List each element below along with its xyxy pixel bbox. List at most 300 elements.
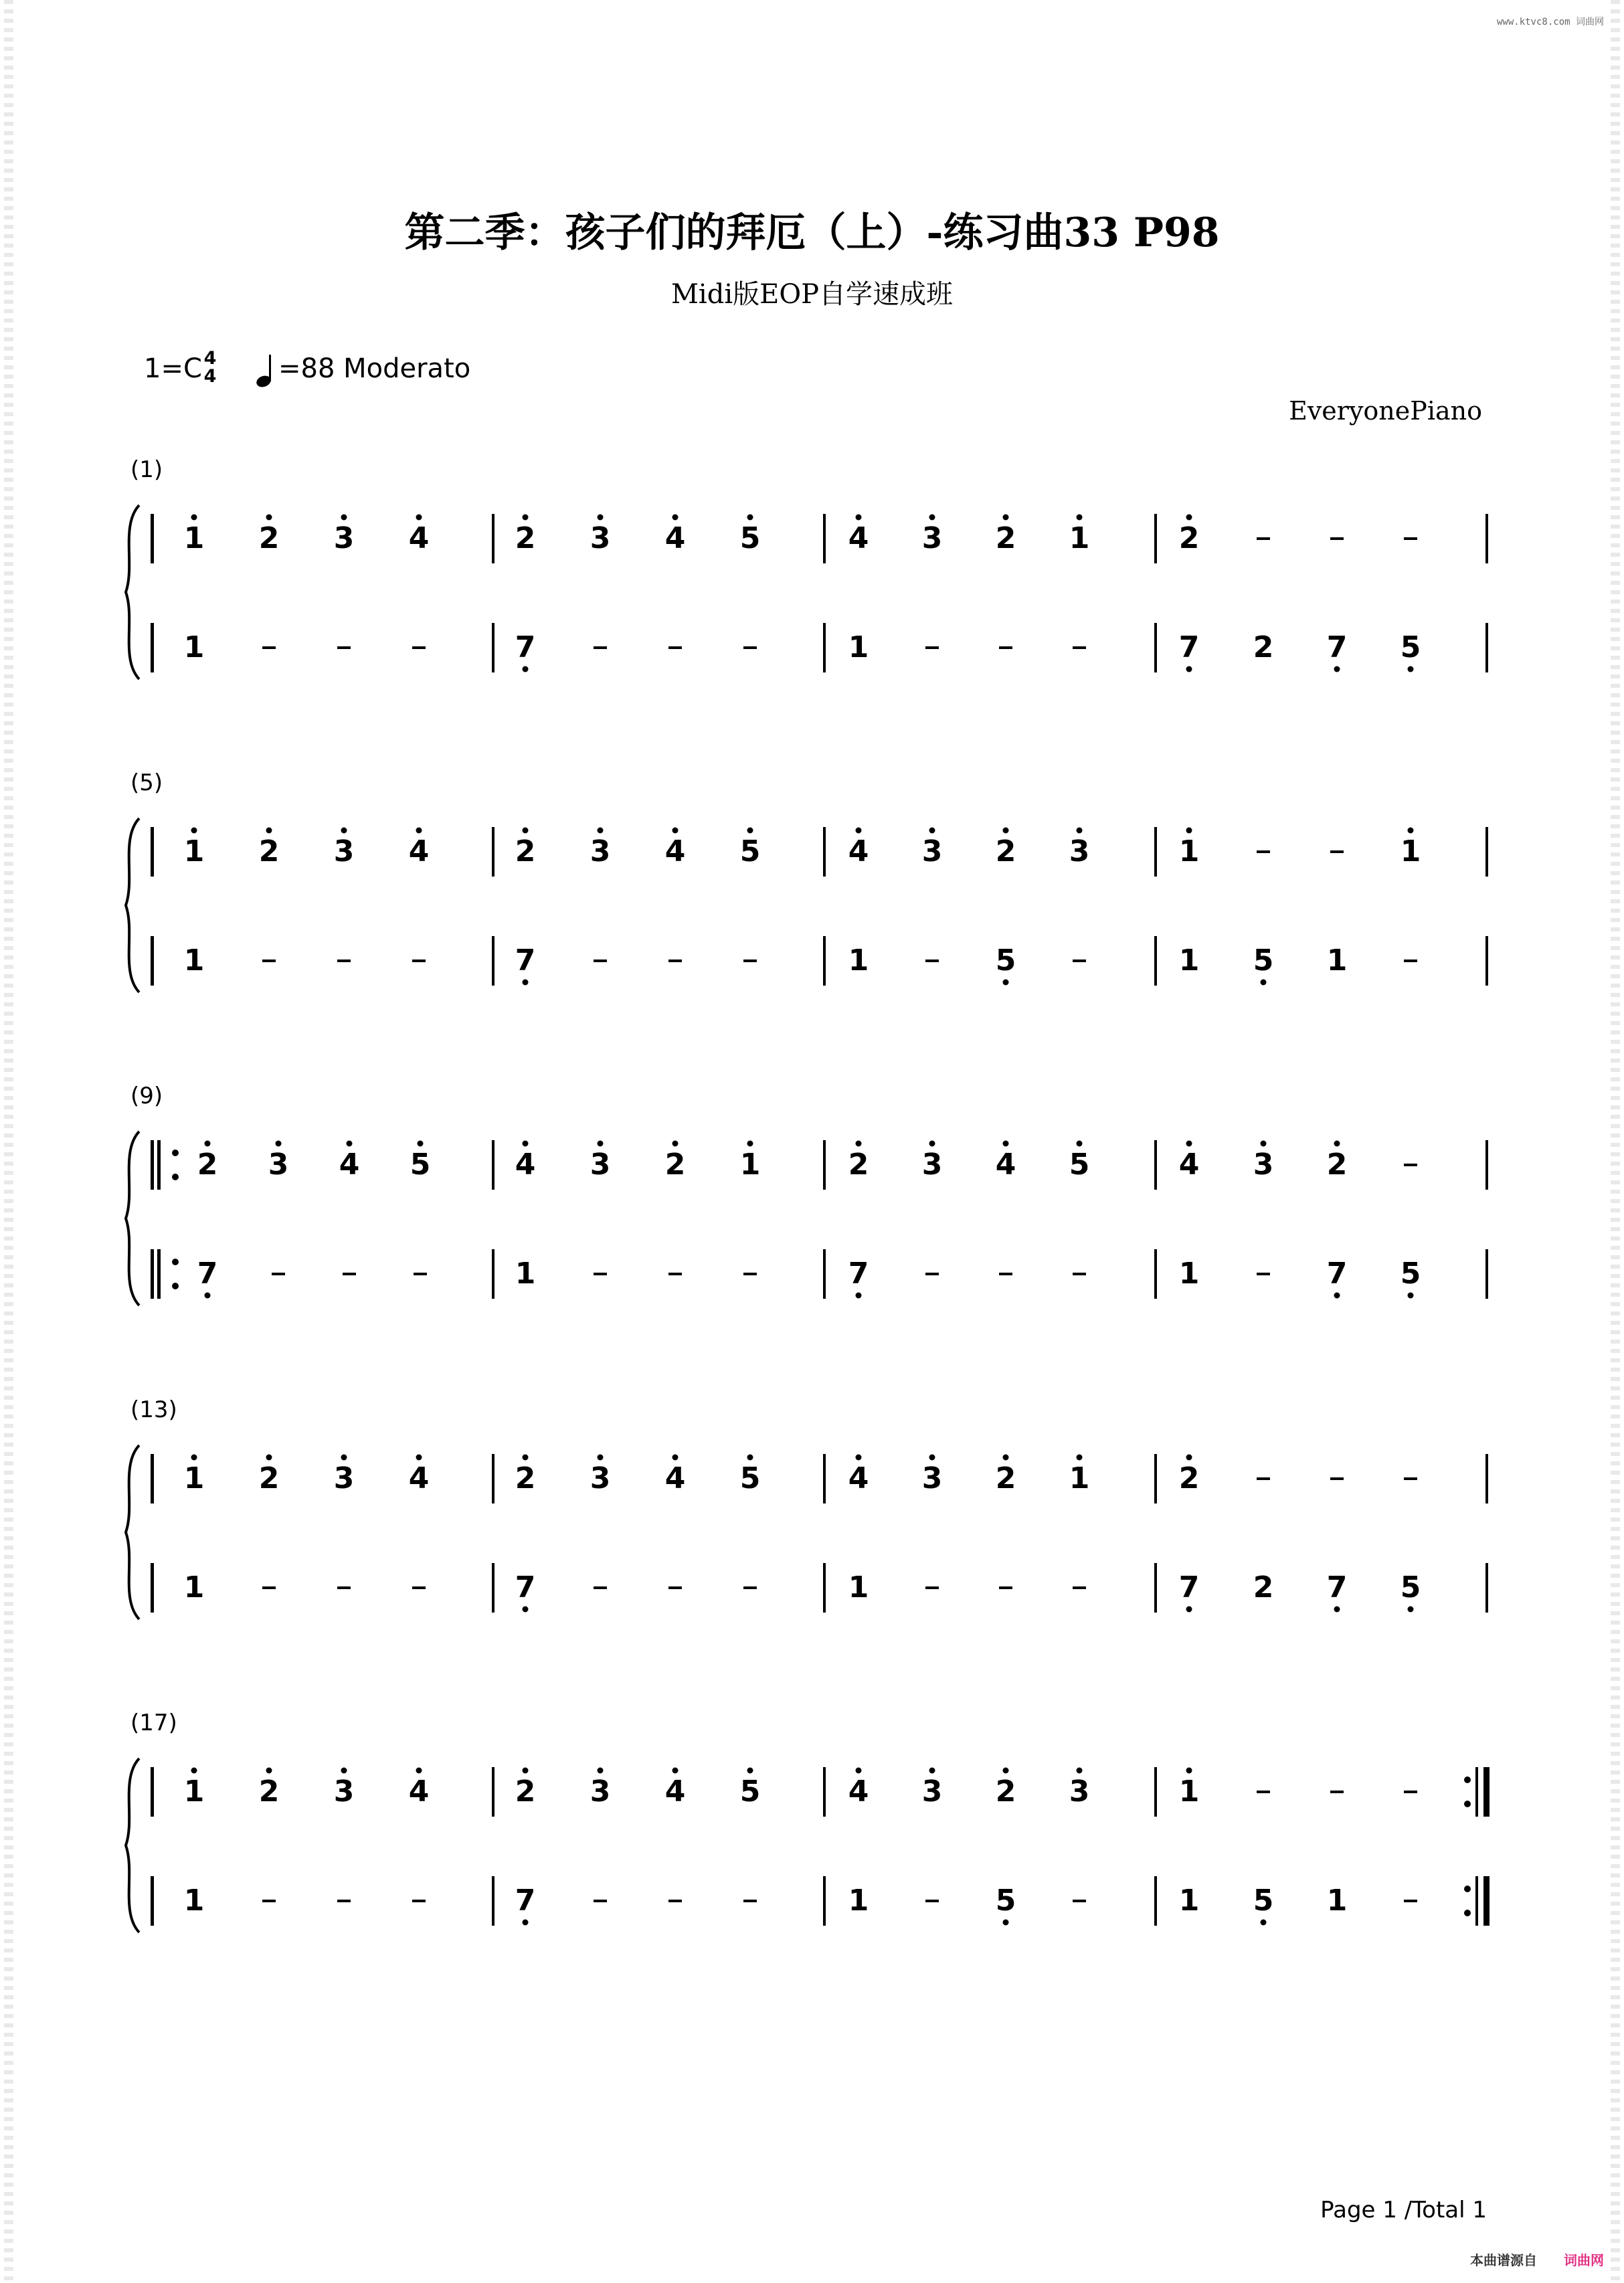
note-digit: 4 bbox=[408, 1774, 430, 1809]
note-digit: 1 bbox=[848, 1884, 869, 1918]
note-digit: 1 bbox=[183, 521, 205, 555]
bar-line bbox=[1154, 1249, 1157, 1299]
low-octave-dot bbox=[1408, 1607, 1414, 1613]
repeat-dot bbox=[1464, 1801, 1471, 1807]
repeat-start-thin-bar bbox=[157, 1140, 161, 1190]
brace bbox=[126, 818, 139, 992]
low-octave-dot bbox=[523, 666, 529, 672]
note-digit: 5 bbox=[410, 1148, 431, 1182]
dash-hold bbox=[337, 1900, 351, 1902]
note-digit: 1 bbox=[1326, 1884, 1348, 1918]
note-digit: 4 bbox=[408, 1461, 430, 1495]
note-digit: 5 bbox=[1253, 943, 1274, 978]
note-digit: 2 bbox=[995, 1774, 1016, 1809]
dash-hold bbox=[999, 1586, 1012, 1589]
low-octave-dot bbox=[1186, 666, 1192, 672]
bar-line bbox=[1485, 1249, 1488, 1299]
high-octave-dot bbox=[747, 1141, 753, 1147]
high-octave-dot bbox=[598, 515, 604, 521]
bar-line bbox=[151, 936, 154, 986]
repeat-end-thick-bar bbox=[1483, 1876, 1490, 1926]
dash-hold bbox=[743, 960, 757, 962]
bar-line bbox=[823, 514, 826, 563]
high-octave-dot bbox=[929, 515, 935, 521]
high-octave-dot bbox=[929, 1768, 935, 1774]
high-octave-dot bbox=[347, 1141, 353, 1147]
note-digit: 3 bbox=[921, 1774, 943, 1809]
high-octave-dot bbox=[856, 1141, 862, 1147]
bar-line bbox=[492, 1876, 494, 1926]
note-digit: 4 bbox=[664, 521, 686, 555]
note-digit: 5 bbox=[1253, 1884, 1274, 1918]
note-digit: 7 bbox=[1326, 630, 1348, 664]
note-digit: 4 bbox=[848, 834, 869, 869]
note-digit: 3 bbox=[590, 1461, 611, 1495]
high-octave-dot bbox=[276, 1141, 282, 1147]
note-digit: 3 bbox=[921, 834, 943, 869]
note-digit: 2 bbox=[848, 1148, 869, 1182]
bar-line bbox=[1485, 1563, 1488, 1613]
low-octave-dot bbox=[1334, 1607, 1340, 1613]
high-octave-dot bbox=[1003, 828, 1009, 834]
repeat-dot bbox=[172, 1283, 179, 1289]
high-octave-dot bbox=[266, 828, 272, 834]
dash-hold bbox=[1257, 1273, 1270, 1275]
low-octave-dot bbox=[856, 1293, 862, 1299]
low-octave-dot bbox=[1261, 980, 1267, 986]
note-digit: 1 bbox=[183, 1774, 205, 1809]
note-digit: 2 bbox=[1253, 630, 1274, 664]
note-digit: 5 bbox=[739, 1774, 761, 1809]
dash-hold bbox=[1257, 850, 1270, 853]
bar-line bbox=[823, 1140, 826, 1190]
note-digit: 7 bbox=[1178, 630, 1200, 664]
note-digit: 1 bbox=[1178, 1884, 1200, 1918]
dash-hold bbox=[1404, 1164, 1417, 1166]
arranger: EveryonePiano bbox=[1289, 396, 1482, 426]
bar-line bbox=[151, 1767, 154, 1817]
high-octave-dot bbox=[1186, 1141, 1192, 1147]
high-octave-dot bbox=[747, 515, 753, 521]
note-digit: 3 bbox=[333, 521, 355, 555]
bar-line bbox=[151, 514, 154, 563]
high-octave-dot bbox=[523, 1455, 529, 1461]
high-octave-dot bbox=[747, 1768, 753, 1774]
high-octave-dot bbox=[416, 1768, 422, 1774]
measure-number: (9) bbox=[130, 1083, 163, 1109]
repeat-start-thin-bar bbox=[157, 1249, 161, 1299]
dash-hold bbox=[925, 1586, 939, 1589]
note-digit: 4 bbox=[848, 1461, 869, 1495]
measure-number: (1) bbox=[130, 456, 163, 483]
note-digit: 3 bbox=[921, 521, 943, 555]
note-digit: 3 bbox=[921, 1148, 943, 1182]
repeat-dot bbox=[172, 1150, 179, 1156]
note-digit: 4 bbox=[408, 521, 430, 555]
dash-hold bbox=[262, 646, 276, 649]
repeat-dot bbox=[172, 1259, 179, 1265]
dash-hold bbox=[1073, 1273, 1086, 1275]
note-digit: 3 bbox=[1253, 1148, 1274, 1182]
note-digit: 7 bbox=[1178, 1570, 1200, 1605]
high-octave-dot bbox=[523, 828, 529, 834]
bar-line bbox=[1154, 1140, 1157, 1190]
note-digit: 1 bbox=[1178, 834, 1200, 869]
high-octave-dot bbox=[672, 828, 679, 834]
high-octave-dot bbox=[266, 1768, 272, 1774]
high-octave-dot bbox=[191, 515, 197, 521]
dash-hold bbox=[337, 1586, 351, 1589]
low-octave-dot bbox=[1003, 980, 1009, 986]
note-digit: 1 bbox=[515, 1257, 536, 1291]
note-digit: 2 bbox=[1326, 1148, 1348, 1182]
note-digit: 1 bbox=[183, 1570, 205, 1605]
note-digit: 5 bbox=[739, 521, 761, 555]
time-signature-bottom: 4 bbox=[203, 366, 217, 387]
dash-hold bbox=[743, 1273, 757, 1275]
repeat-end-thin-bar bbox=[1475, 1876, 1478, 1926]
bar-line bbox=[492, 1454, 494, 1503]
high-octave-dot bbox=[1186, 828, 1192, 834]
dash-hold bbox=[999, 646, 1012, 649]
brand-logo-text: 词曲网 bbox=[1564, 2252, 1604, 2268]
bar-line bbox=[151, 1454, 154, 1503]
brace bbox=[126, 1445, 139, 1619]
bar-line bbox=[1154, 514, 1157, 563]
high-octave-dot bbox=[1077, 1768, 1083, 1774]
dash-hold bbox=[925, 646, 939, 649]
dash-hold bbox=[1073, 1586, 1086, 1589]
bar-line bbox=[823, 1563, 826, 1613]
note-digit: 2 bbox=[995, 1461, 1016, 1495]
note-digit: 1 bbox=[1178, 1257, 1200, 1291]
note-digit: 1 bbox=[1400, 834, 1421, 869]
repeat-dot bbox=[1464, 1776, 1471, 1783]
bar-line bbox=[1154, 1876, 1157, 1926]
bar-line bbox=[823, 623, 826, 672]
note-digit: 2 bbox=[197, 1148, 218, 1182]
dash-hold bbox=[412, 646, 426, 649]
dash-hold bbox=[272, 1273, 285, 1275]
tempo-marking: =88 Moderato bbox=[278, 353, 471, 384]
high-octave-dot bbox=[856, 515, 862, 521]
dash-hold bbox=[999, 1273, 1012, 1275]
low-octave-dot bbox=[523, 980, 529, 986]
dash-hold bbox=[262, 1900, 276, 1902]
note-digit: 1 bbox=[183, 834, 205, 869]
bar-line bbox=[492, 1563, 494, 1613]
bar-line bbox=[492, 936, 494, 986]
dash-hold bbox=[1257, 1477, 1270, 1480]
low-octave-dot bbox=[1003, 1920, 1009, 1926]
note-digit: 2 bbox=[1178, 1461, 1200, 1495]
note-digit: 3 bbox=[333, 1461, 355, 1495]
high-octave-dot bbox=[1003, 1141, 1009, 1147]
dash-hold bbox=[412, 960, 426, 962]
high-octave-dot bbox=[1261, 1141, 1267, 1147]
low-octave-dot bbox=[523, 1607, 529, 1613]
note-digit: 7 bbox=[515, 630, 536, 664]
dash-hold bbox=[925, 1900, 939, 1902]
dash-hold bbox=[414, 1273, 427, 1275]
high-octave-dot bbox=[672, 1141, 679, 1147]
note-digit: 5 bbox=[1069, 1148, 1090, 1182]
note-digit: 1 bbox=[1178, 1774, 1200, 1809]
high-octave-dot bbox=[1077, 1455, 1083, 1461]
note-digit: 3 bbox=[333, 834, 355, 869]
bar-line bbox=[1154, 1767, 1157, 1817]
high-octave-dot bbox=[1186, 515, 1192, 521]
note-digit: 7 bbox=[515, 1884, 536, 1918]
note-digit: 1 bbox=[848, 630, 869, 664]
bar-line bbox=[492, 1140, 494, 1190]
low-octave-dot bbox=[1334, 1293, 1340, 1299]
note-digit: 2 bbox=[995, 521, 1016, 555]
high-octave-dot bbox=[929, 1455, 935, 1461]
high-octave-dot bbox=[929, 1141, 935, 1147]
dash-hold bbox=[262, 1586, 276, 1589]
dash-hold bbox=[1330, 1477, 1344, 1480]
high-octave-dot bbox=[341, 1455, 347, 1461]
high-octave-dot bbox=[598, 1141, 604, 1147]
bar-line bbox=[1154, 623, 1157, 672]
dash-hold bbox=[594, 1586, 607, 1589]
dash-hold bbox=[668, 646, 682, 649]
dash-hold bbox=[1404, 1900, 1417, 1902]
page-title: 第二季：孩子们的拜厄（上）-练习曲33 P98 bbox=[404, 209, 1220, 256]
note-digit: 3 bbox=[590, 1774, 611, 1809]
high-octave-dot bbox=[523, 1141, 529, 1147]
dash-hold bbox=[1257, 537, 1270, 540]
high-octave-dot bbox=[1334, 1141, 1340, 1147]
high-octave-dot bbox=[929, 828, 935, 834]
note-digit: 3 bbox=[1069, 1774, 1090, 1809]
dash-hold bbox=[1404, 1791, 1417, 1793]
high-octave-dot bbox=[191, 1455, 197, 1461]
dash-hold bbox=[337, 960, 351, 962]
note-digit: 2 bbox=[258, 1774, 280, 1809]
dash-hold bbox=[668, 1586, 682, 1589]
high-octave-dot bbox=[341, 1768, 347, 1774]
dash-hold bbox=[1404, 537, 1417, 540]
bar-line bbox=[492, 827, 494, 877]
note-digit: 7 bbox=[1326, 1570, 1348, 1605]
note-digit: 5 bbox=[739, 1461, 761, 1495]
high-octave-dot bbox=[747, 1455, 753, 1461]
bar-line bbox=[1154, 827, 1157, 877]
high-octave-dot bbox=[266, 515, 272, 521]
high-octave-dot bbox=[598, 1768, 604, 1774]
note-digit: 5 bbox=[1400, 1257, 1421, 1291]
page-number: Page 1 /Total 1 bbox=[1320, 2197, 1487, 2223]
bar-line bbox=[492, 1249, 494, 1299]
note-digit: 7 bbox=[1326, 1257, 1348, 1291]
bar-line bbox=[151, 1249, 154, 1299]
site-url: www.ktvc8.com 词曲网 bbox=[1496, 17, 1604, 27]
bar-line bbox=[1485, 623, 1488, 672]
high-octave-dot bbox=[672, 515, 679, 521]
dash-hold bbox=[1404, 960, 1417, 962]
high-octave-dot bbox=[856, 1455, 862, 1461]
note-digit: 4 bbox=[848, 1774, 869, 1809]
dash-hold bbox=[925, 960, 939, 962]
note-digit: 1 bbox=[183, 1884, 205, 1918]
note-digit: 5 bbox=[1400, 630, 1421, 664]
time-signature-top: 4 bbox=[203, 348, 217, 369]
bar-line bbox=[823, 1876, 826, 1926]
note-digit: 4 bbox=[1178, 1148, 1200, 1182]
dash-hold bbox=[925, 1273, 939, 1275]
bar-line bbox=[1485, 1454, 1488, 1503]
measure-number: (13) bbox=[130, 1396, 177, 1423]
bar-line bbox=[1485, 936, 1488, 986]
note-digit: 7 bbox=[515, 943, 536, 978]
dash-hold bbox=[1257, 1791, 1270, 1793]
high-octave-dot bbox=[418, 1141, 424, 1147]
dash-hold bbox=[743, 1900, 757, 1902]
low-octave-dot bbox=[1408, 666, 1414, 672]
note-digit: 7 bbox=[515, 1570, 536, 1605]
note-digit: 4 bbox=[664, 1774, 686, 1809]
bar-line bbox=[823, 936, 826, 986]
note-digit: 4 bbox=[848, 521, 869, 555]
note-digit: 5 bbox=[995, 943, 1016, 978]
brace bbox=[126, 1758, 139, 1932]
bar-line bbox=[492, 623, 494, 672]
note-digit: 4 bbox=[515, 1148, 536, 1182]
high-octave-dot bbox=[598, 1455, 604, 1461]
dash-hold bbox=[594, 1900, 607, 1902]
repeat-end-thin-bar bbox=[1475, 1767, 1478, 1817]
note-digit: 2 bbox=[995, 834, 1016, 869]
note-digit: 4 bbox=[339, 1148, 360, 1182]
note-digit: 1 bbox=[1178, 943, 1200, 978]
high-octave-dot bbox=[341, 828, 347, 834]
dash-hold bbox=[743, 1586, 757, 1589]
note-digit: 2 bbox=[258, 834, 280, 869]
low-octave-dot bbox=[1186, 1607, 1192, 1613]
high-octave-dot bbox=[1003, 1768, 1009, 1774]
note-digit: 5 bbox=[739, 834, 761, 869]
note-digit: 3 bbox=[333, 1774, 355, 1809]
bar-line bbox=[151, 1876, 154, 1926]
bar-line bbox=[151, 1563, 154, 1613]
source-label: 本曲谱源自 bbox=[1470, 2252, 1537, 2268]
high-octave-dot bbox=[1408, 828, 1414, 834]
high-octave-dot bbox=[1077, 828, 1083, 834]
note-digit: 3 bbox=[590, 521, 611, 555]
bar-line bbox=[823, 1767, 826, 1817]
page-subtitle: Midi版EOP自学速成班 bbox=[670, 279, 954, 310]
note-digit: 1 bbox=[739, 1148, 761, 1182]
note-digit: 1 bbox=[848, 943, 869, 978]
repeat-end-thick-bar bbox=[1483, 1767, 1490, 1817]
note-digit: 7 bbox=[197, 1257, 218, 1291]
dash-hold bbox=[668, 960, 682, 962]
bar-line bbox=[1154, 1563, 1157, 1613]
high-octave-dot bbox=[856, 828, 862, 834]
dash-hold bbox=[262, 960, 276, 962]
high-octave-dot bbox=[672, 1768, 679, 1774]
dash-hold bbox=[743, 646, 757, 649]
dash-hold bbox=[337, 646, 351, 649]
dash-hold bbox=[1073, 1900, 1086, 1902]
high-octave-dot bbox=[416, 1455, 422, 1461]
note-digit: 2 bbox=[258, 521, 280, 555]
note-digit: 1 bbox=[183, 943, 205, 978]
bar-line bbox=[151, 623, 154, 672]
dash-hold bbox=[594, 646, 607, 649]
high-octave-dot bbox=[416, 515, 422, 521]
high-octave-dot bbox=[747, 828, 753, 834]
high-octave-dot bbox=[1003, 515, 1009, 521]
note-digit: 2 bbox=[258, 1461, 280, 1495]
dash-hold bbox=[412, 1900, 426, 1902]
note-digit: 7 bbox=[848, 1257, 869, 1291]
note-digit: 3 bbox=[1069, 834, 1090, 869]
high-octave-dot bbox=[672, 1455, 679, 1461]
note-digit: 3 bbox=[268, 1148, 289, 1182]
high-octave-dot bbox=[856, 1768, 862, 1774]
key-signature: 1=C bbox=[144, 353, 202, 384]
dash-hold bbox=[1073, 960, 1086, 962]
bar-line bbox=[823, 1249, 826, 1299]
dash-hold bbox=[412, 1586, 426, 1589]
bar-line bbox=[823, 827, 826, 877]
repeat-dot bbox=[1464, 1910, 1471, 1916]
dash-hold bbox=[668, 1900, 682, 1902]
bar-line bbox=[1154, 936, 1157, 986]
note-digit: 1 bbox=[1326, 943, 1348, 978]
repeat-dot bbox=[172, 1174, 179, 1180]
repeat-dot bbox=[1464, 1886, 1471, 1892]
high-octave-dot bbox=[1186, 1768, 1192, 1774]
low-octave-dot bbox=[205, 1293, 211, 1299]
note-digit: 1 bbox=[1069, 521, 1090, 555]
low-octave-dot bbox=[1334, 666, 1340, 672]
note-digit: 2 bbox=[1178, 521, 1200, 555]
note-digit: 2 bbox=[515, 834, 536, 869]
brace bbox=[126, 1131, 139, 1305]
bar-line bbox=[151, 827, 154, 877]
high-octave-dot bbox=[1077, 1141, 1083, 1147]
note-digit: 2 bbox=[1253, 1570, 1274, 1605]
dash-hold bbox=[668, 1273, 682, 1275]
note-digit: 4 bbox=[664, 834, 686, 869]
measure-number: (5) bbox=[130, 769, 163, 796]
high-octave-dot bbox=[1003, 1455, 1009, 1461]
dash-hold bbox=[1330, 1791, 1344, 1793]
note-digit: 4 bbox=[995, 1148, 1016, 1182]
dash-hold bbox=[343, 1273, 356, 1275]
high-octave-dot bbox=[191, 828, 197, 834]
note-digit: 1 bbox=[183, 1461, 205, 1495]
note-digit: 1 bbox=[1069, 1461, 1090, 1495]
note-digit: 3 bbox=[590, 834, 611, 869]
note-digit: 3 bbox=[921, 1461, 943, 1495]
note-digit: 5 bbox=[995, 1884, 1016, 1918]
brace bbox=[126, 505, 139, 679]
dash-hold bbox=[1404, 1477, 1417, 1480]
dash-hold bbox=[594, 960, 607, 962]
high-octave-dot bbox=[523, 515, 529, 521]
note-digit: 3 bbox=[590, 1148, 611, 1182]
note-digit: 1 bbox=[848, 1570, 869, 1605]
measure-number: (17) bbox=[130, 1710, 177, 1736]
bar-line bbox=[492, 514, 494, 563]
dash-hold bbox=[1073, 646, 1086, 649]
dash-hold bbox=[1330, 850, 1344, 853]
